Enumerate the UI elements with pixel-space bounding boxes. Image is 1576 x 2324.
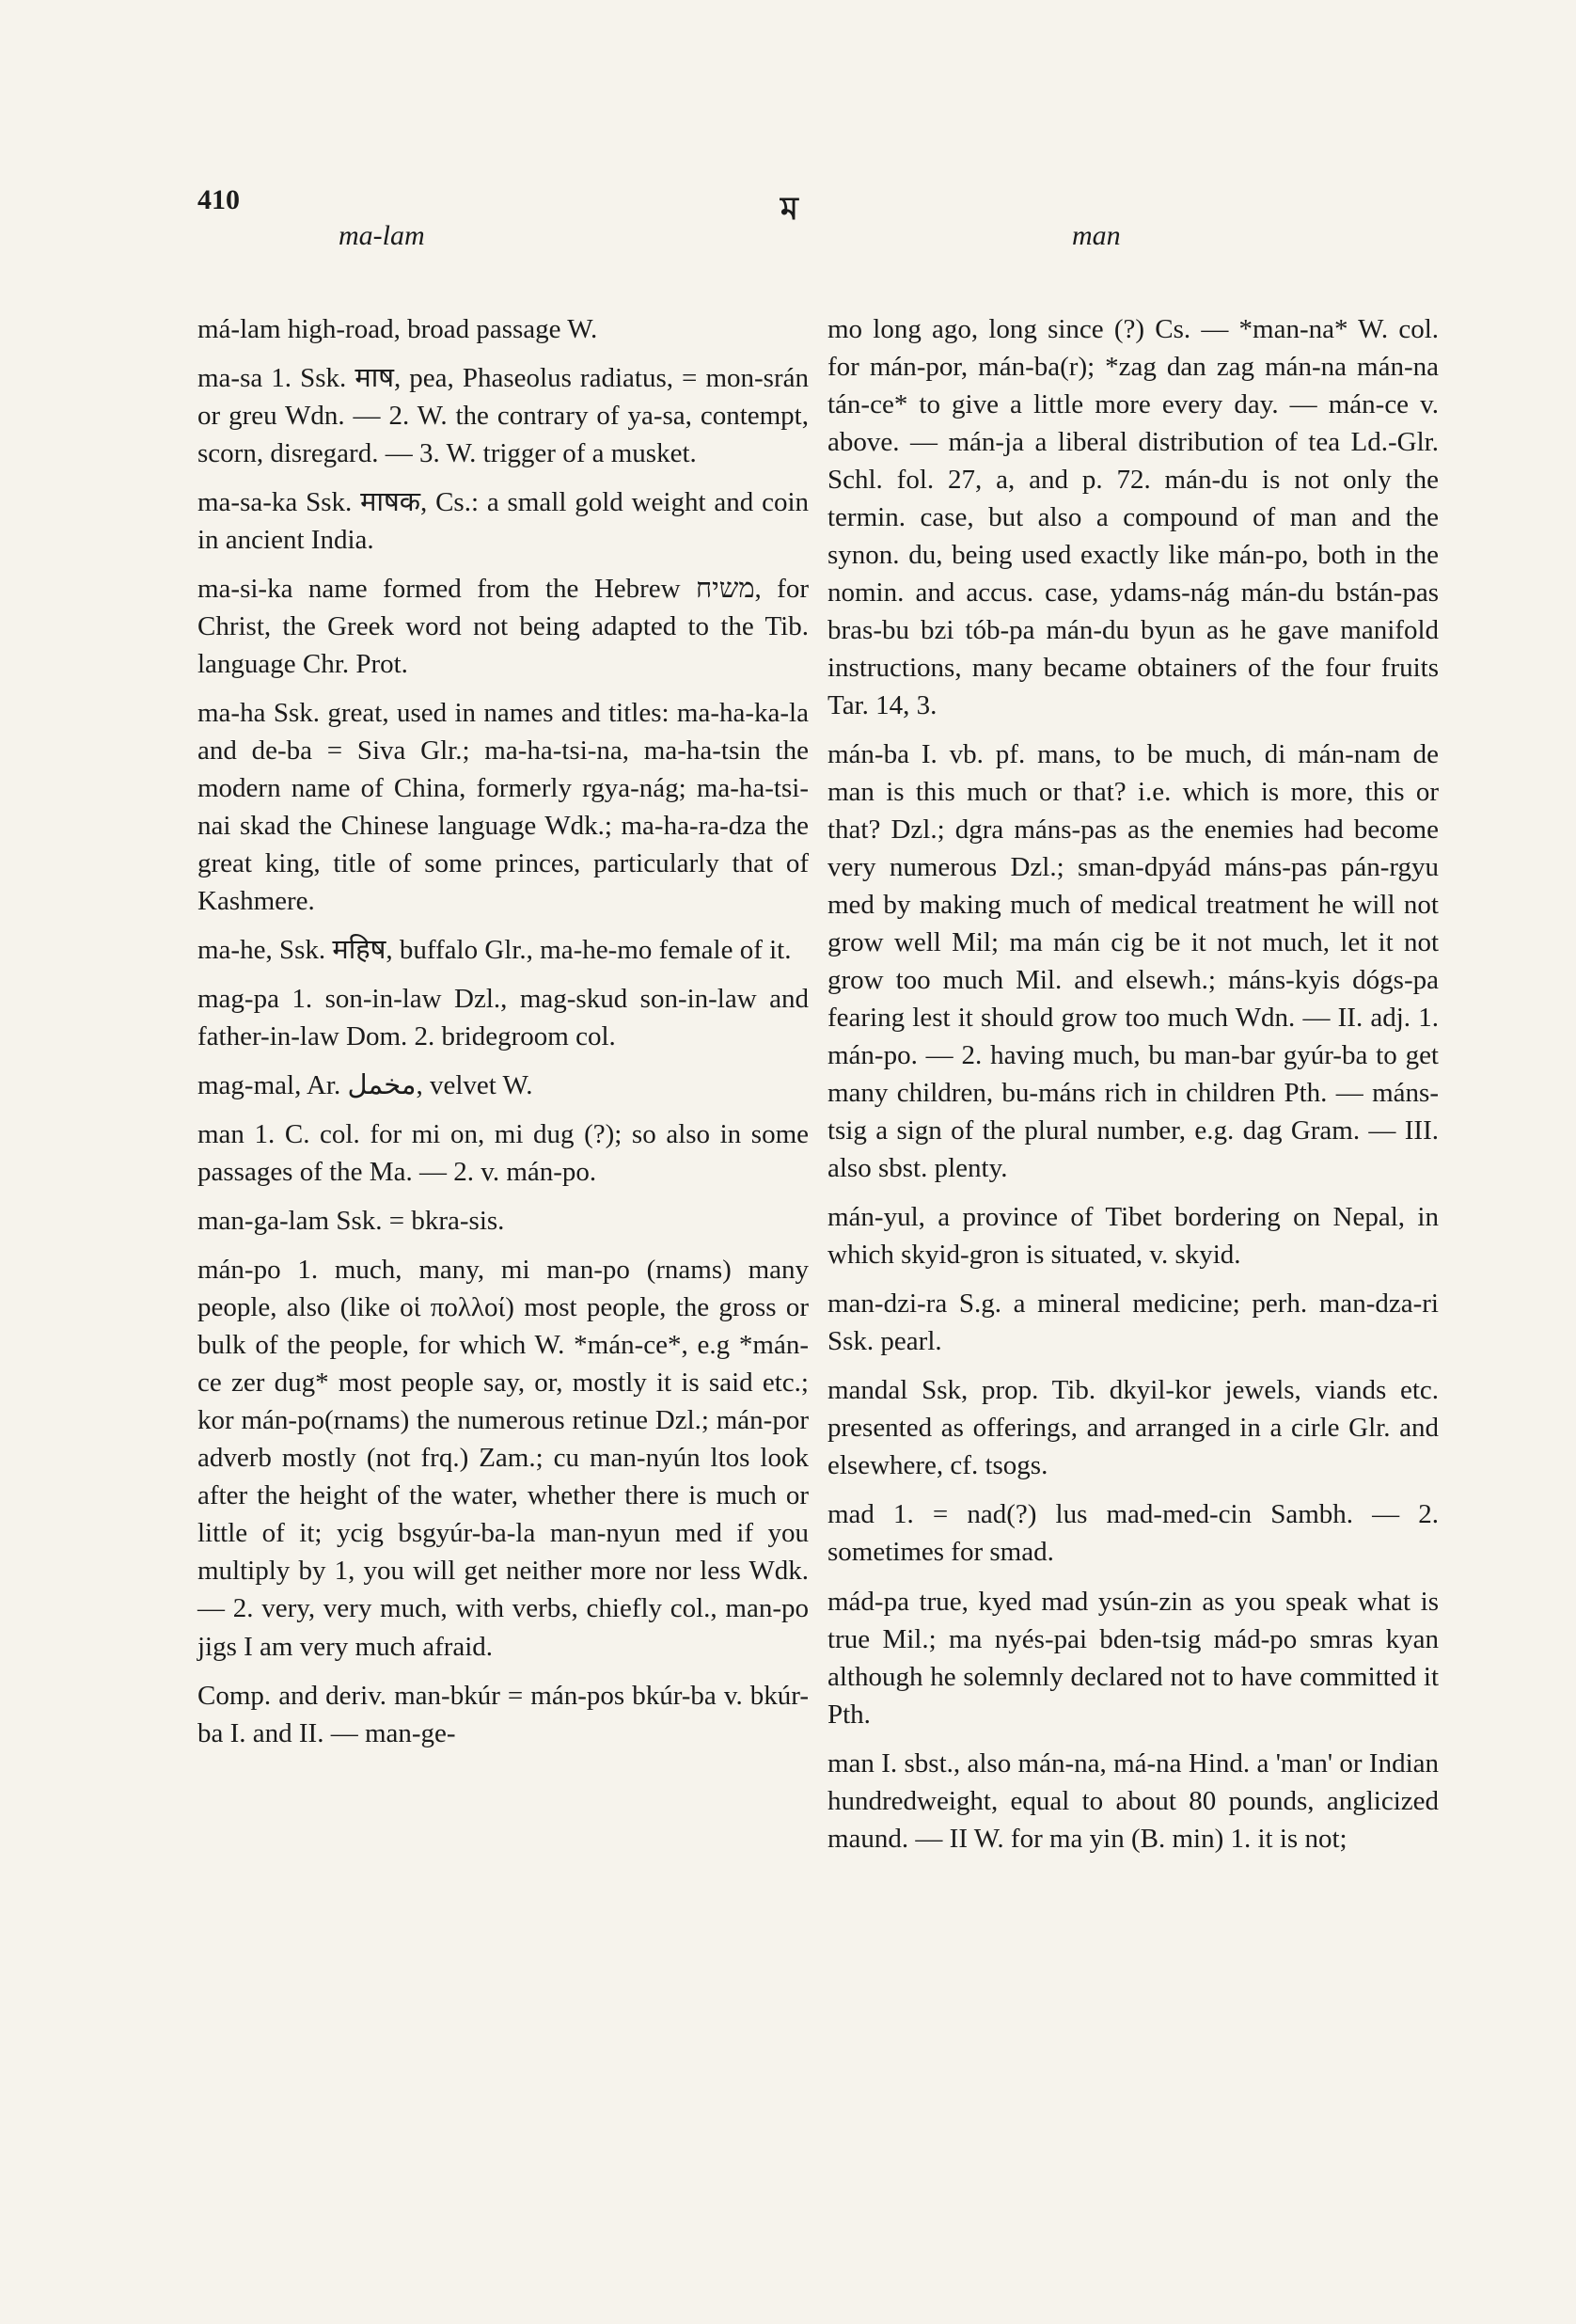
entry-mag-mal: mag-mal, Ar. مخمل, velvet W. <box>197 1070 533 1101</box>
entry-continued: mo long ago, long since (?) Cs. — *man-na* W. col. for mán-por, mán-ba(r); *zag dan zag mán-na mán-na tán-ce* to give a little more every day. — mán-ce v. above. — mán-ja a liberal distribution of tea Ld.-Glr. Schl. fol. 27, a, and p. 72. mán-du is not only the termin. case, but also a compound of man and the synon. du, being used exactly like mán-po, both in the nomin. and accus. case, ydams-nág mán-du bstán-pas bras-bu bzi tób-pa mán-du byun as he gave manifold instructions, many became obtainers of the four fruits Tar. 14, 3. <box>827 314 1439 721</box>
entry-man-sbst: man I. sbst., also mán-na, má-na Hind. a 'man' or Indian hundredweight, equal to about 80 pounds, anglicized maund. — II W. for ma yin (B. min) 1. it is not; <box>827 1747 1439 1854</box>
entry-mandal: mandal Ssk, prop. Tib. dkyil-kor jewels, viands etc. presented as offerings, and arranged in a cirle Glr. and elsewhere, cf. tsogs. <box>827 1375 1439 1481</box>
entry-ma-sa-ka: ma-sa-ka Ssk. माषक, Cs.: a small gold weight and coin in ancient India. <box>197 487 809 556</box>
entry-mag-pa: mag-pa 1. son-in-law Dzl., mag-skud son-in-law and father-in-law Dom. 2. bridegroom col. <box>197 984 809 1052</box>
entry-mad: mad 1. = nad(?) lus mad-med-cin Sambh. — 2. sometimes for smad. <box>827 1499 1439 1568</box>
header-left-word: ma-lam <box>339 220 425 251</box>
entry-man-yul: mán-yul, a province of Tibet bordering on Nepal, in which skyid-gron is situated, v. skyid. <box>827 1202 1439 1271</box>
entry-ma-he: ma-he, Ssk. महिष, buffalo Glr., ma-he-mo female of it. <box>197 935 792 966</box>
page-number: 410 <box>197 184 240 215</box>
right-column <box>827 310 1439 1869</box>
entry-ma-ha: ma-ha Ssk. great, used in names and titles: ma-ha-ka-la and de-ba = Siva Glr.; ma-ha-tsi-na, ma-ha-tsin the modern name of China, formerly rgya-nág; ma-ha-tsi-nai skad the Chinese language Wdk.; ma-ha-ra-dza the great king, title of some princes, particularly that of Kashmere. <box>197 698 809 917</box>
entry-comp-deriv: Comp. and deriv. man-bkúr = mán-pos bkúr-ba v. bkúr-ba I. and II. — man-ge- <box>197 1680 809 1748</box>
entry-man: man 1. C. col. for mi on, mi dug (?); so also in some passages of the Ma. — 2. v. mán-po. <box>197 1119 809 1188</box>
left-column <box>197 310 809 1763</box>
page-header <box>197 184 1458 260</box>
entry-man-po: mán-po 1. much, many, mi man-po (rnams) many people, also (like οἱ πολλοί) most people, the gross or bulk of the people, for which W. *mán-ce*, e.g *mán-ce zer dug* most people say, or, mostly it is said etc.; kor mán-po(rnams) the numerous retinue Dzl.; mán-por adverb mostly (not frq.) Zam.; cu man-nyún ltos look after the height of the water, whether there is much or little of it; ycig bsgyúr-ba-la man-nyun med if you multiply by 1, you will get neither more nor less Wdk. — 2. very, very much, with verbs, chiefly col., man-po jigs I am very much afraid. <box>197 1255 809 1662</box>
entry-ma-sa: ma-sa 1. Ssk. माष, pea, Phaseolus radiatus, = mon-srán or greu Wdn. — 2. W. the contrary of ya-sa, contempt, scorn, disregard. — 3. W. trigger of a musket. <box>197 363 809 469</box>
header-letter: ম <box>780 190 799 228</box>
entry-mad-pa: mád-pa true, kyed mad ysún-zin as you speak what is true Mil.; ma nyés-pai bden-tsig mád-po smras kyan although he solemnly declared not to have committed it Pth. <box>827 1586 1439 1730</box>
entry-man-dzi-ra: man-dzi-ra S.g. a mineral medicine; perh. man-dza-ri Ssk. pearl. <box>827 1288 1439 1357</box>
entry-man-ga-lam: man-ga-lam Ssk. = bkra-sis. <box>197 1206 505 1237</box>
entry-ma-si-ka: ma-si-ka name formed from the Hebrew משיח, for Christ, the Greek word not being adapted to the Tib. language Chr. Prot. <box>197 574 809 680</box>
header-right-word: man <box>1072 220 1121 251</box>
entry-man-ba: mán-ba I. vb. pf. mans, to be much, di mán-nam de man is this much or that? i.e. which is more, this or that? Dzl.; dgra máns-pas as the enemies had become very numerous Dzl.; sman-dpyád máns-pas pán-rgyu med by making much of medical treatment he will not grow well Mil; ma mán cig be it not much, let it not grow too much Mil. and elsewh.; máns-kyis dógs-pa fearing lest it should grow too much Wdn. — II. adj. 1. mán-po. — 2. having much, bu man-bar gyúr-ba to get many children, bu-máns rich in children Pth. — máns-tsig a sign of the plural number, e.g. dag Gram. — III. also sbst. plenty. <box>827 739 1439 1184</box>
entry-ma-lam: má-lam high-road, broad passage W. <box>197 314 598 344</box>
